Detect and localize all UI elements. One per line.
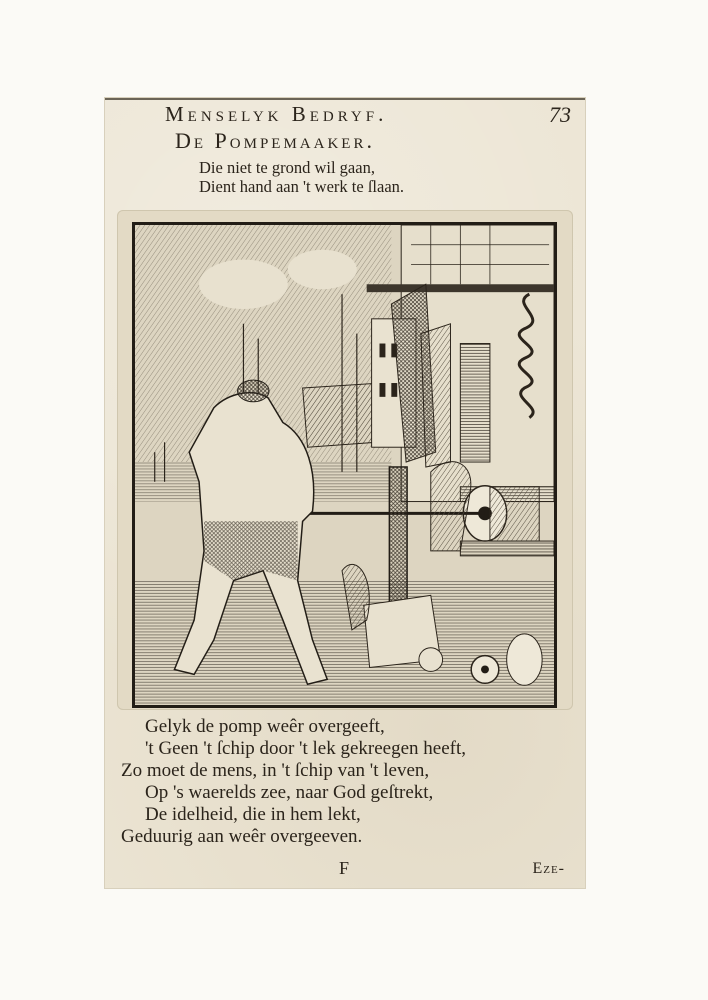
engraving-illustration-icon xyxy=(135,225,554,705)
verse-line: Op 's waerelds zee, naar God geſtrekt, xyxy=(145,782,434,803)
verse-line: 't Geen 't ſchip door 't lek gekreegen heeft, xyxy=(145,738,467,759)
signature-mark: F xyxy=(339,858,350,878)
verse-line: Geduurig aan weêr overgeeven. xyxy=(121,826,363,847)
verse-line: De idelheid, die in hem lekt, xyxy=(145,804,361,825)
running-head: Menselyk Bedryf. xyxy=(165,102,388,126)
verse-line: Gelyk de pomp weêr overgeeft, xyxy=(145,716,385,737)
page-number: 73 xyxy=(549,102,571,127)
motto-line: Dient hand aan 't werk te ſlaan. xyxy=(199,177,405,196)
engraving-image xyxy=(132,222,557,708)
motto xyxy=(199,158,404,196)
verse xyxy=(121,716,466,848)
print-sheet xyxy=(105,98,585,888)
verse-line: Zo moet de mens, in 't ſchip van 't leven, xyxy=(121,760,430,781)
motto-line: Die niet te grond wil gaan, xyxy=(199,158,375,177)
page-title: De Pompemaaker. xyxy=(175,128,375,153)
catchword: Eze- xyxy=(532,860,565,877)
